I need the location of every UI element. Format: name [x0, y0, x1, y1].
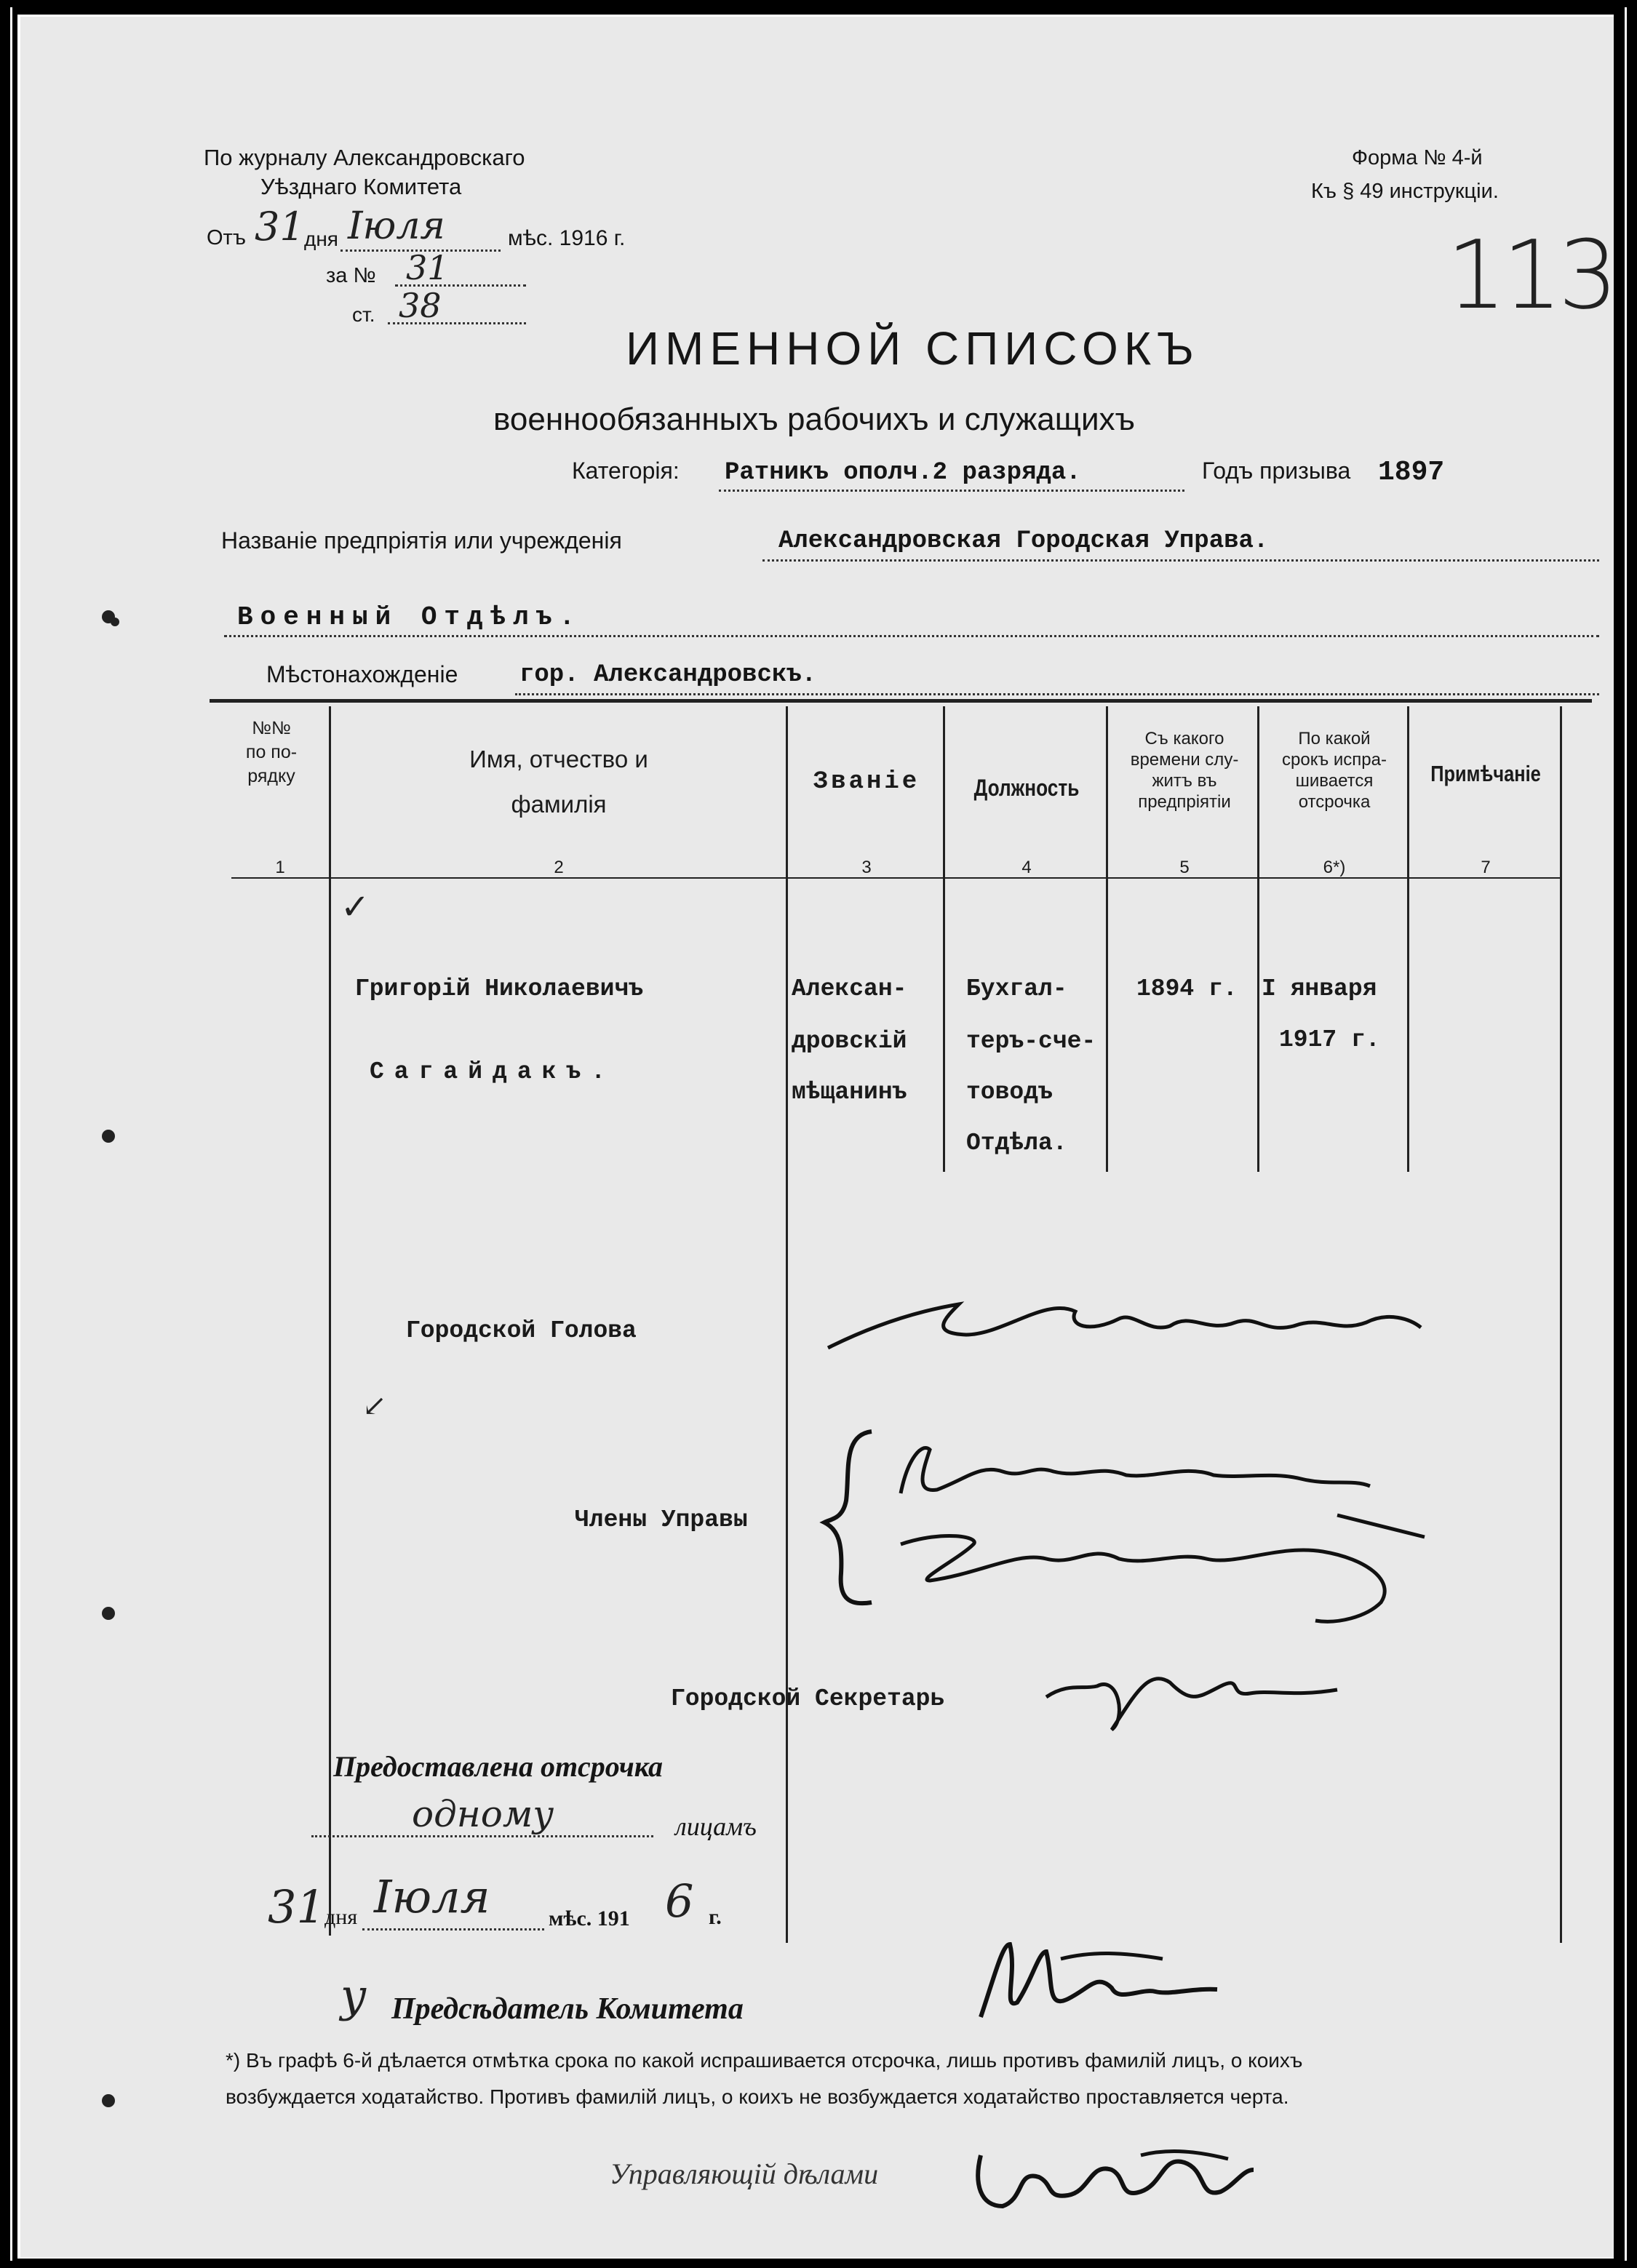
row-rank-line2: дровскій — [792, 1028, 907, 1055]
member-signature-2 — [872, 1501, 1432, 1632]
header-col1-l1: №№ — [252, 718, 291, 738]
header-col1-l2: по по- — [245, 742, 298, 762]
members-brace — [821, 1428, 879, 1610]
table-top-border — [210, 699, 1592, 703]
journal-date-suffix: мѣс. 1916 г. — [508, 226, 626, 250]
art-dotted-line — [388, 322, 526, 324]
table-header-border — [231, 877, 1560, 879]
header-col2-l1: Имя, отчество и — [469, 746, 648, 772]
document-subtitle: военнообязанныхъ рабочихъ и служащихъ — [493, 402, 1136, 437]
deferral-month-value: Іюля — [374, 1870, 490, 1923]
footnote-line1: *) Въ графѣ 6-й дѣлается отмѣтка срока по какой испрашивается отсрочка, лишь противъ фамилій лицъ, о коихъ — [226, 2049, 1303, 2072]
row-rank-line1: Алексан- — [792, 975, 907, 1002]
table-col-border — [943, 706, 945, 1172]
header-col2 — [333, 737, 784, 827]
deferral-month-label: мѣс. 191 — [549, 1906, 630, 1930]
header-col3 — [790, 770, 943, 794]
journal-num-label: за № — [326, 264, 376, 287]
row-pos-line1: Бухгал- — [966, 975, 1067, 1002]
deferral-day-label: дня — [324, 1905, 358, 1929]
deferral-day-value: 31 — [268, 1880, 325, 1933]
deferral-year-suffix: г. — [709, 1905, 722, 1929]
journal-art-value: 38 — [399, 286, 442, 325]
footnote-line2: возбуждается ходатайство. Противъ фамилій лицъ, о коихъ не возбуждается ходатайство проставляется черта. — [226, 2085, 1289, 2108]
journal-date-month: Іюля — [348, 204, 445, 248]
check-mark: ✓ — [340, 887, 370, 927]
header-col1-l3: рядку — [247, 766, 295, 786]
category-year-label: Годъ призыва — [1202, 458, 1351, 484]
deferral-persons-value: одному — [412, 1793, 554, 1835]
row-name-line2: Сагайдакъ. — [370, 1058, 616, 1085]
header-col3-l1: Званіе — [813, 768, 920, 796]
scan-frame-right — [1625, 7, 1627, 2261]
journal-date-prefix: Отъ — [207, 226, 246, 249]
header-col5-l3: житъ въ — [1152, 771, 1217, 791]
table-col-border — [329, 706, 331, 1936]
table-col-border — [786, 706, 788, 1943]
margin-tick: ↙ — [362, 1389, 387, 1423]
header-num-1: 1 — [275, 858, 285, 877]
header-col6-l1: По какой — [1298, 729, 1371, 748]
form-line2: Къ § 49 инструкціи. — [1311, 180, 1499, 203]
persons-dotted-line — [311, 1835, 653, 1837]
punch-hole — [111, 618, 119, 626]
row-pos-line2: теръ-сче- — [966, 1028, 1096, 1055]
document-page — [17, 15, 1614, 2259]
header-col7-l1: Примѣчаніе — [1430, 761, 1541, 786]
mayor-label: Городской Голова — [406, 1317, 637, 1344]
form-line1: Форма № 4-й — [1352, 146, 1483, 169]
table-col-border — [1106, 706, 1108, 1172]
journal-art-label: ст. — [352, 303, 375, 326]
deferral-line1: Предоставлена отсрочка — [333, 1750, 664, 1783]
enterprise-value: Александровская Городская Управа. — [778, 527, 1269, 555]
deferral-persons-suffix: лицамъ — [675, 1812, 757, 1841]
row-deferral-line2: 1917 г. — [1279, 1026, 1380, 1053]
header-col2-l2: фамилія — [511, 791, 607, 818]
row-since: 1894 г. — [1136, 975, 1238, 1002]
header-col7 — [1425, 762, 1546, 786]
journal-date-mid: дня — [304, 228, 338, 250]
location-label: Мѣстонахожденіе — [266, 661, 458, 687]
punch-hole — [102, 2094, 115, 2107]
journal-line2: Уѣзднаго Комитета — [260, 174, 462, 199]
manager-signature — [966, 2126, 1257, 2221]
row-name-line1: Григорій Николаевичъ — [355, 975, 644, 1002]
header-col4-l1: Должность — [973, 775, 1080, 801]
category-label: Категорія: — [572, 458, 680, 484]
enterprise-dotted-line — [762, 559, 1599, 562]
category-dotted-line — [719, 490, 1184, 492]
manager-label: Управляющій дѣлами — [610, 2157, 879, 2190]
secretary-signature — [1039, 1653, 1345, 1733]
chairman-mark: у — [340, 1969, 367, 2022]
location-value: гор. Александровскъ. — [519, 661, 817, 689]
header-col1 — [217, 716, 326, 788]
row-pos-line4: Отдѣла. — [966, 1130, 1067, 1157]
deferral-year-digit: 6 — [665, 1874, 694, 1928]
header-num-5: 5 — [1179, 858, 1190, 877]
punch-hole — [102, 1607, 115, 1620]
row-rank-line3: мѣщанинъ — [792, 1079, 907, 1106]
journal-line1: По журналу Александровскаго — [204, 145, 525, 170]
row-pos-line3: товодъ — [966, 1079, 1053, 1106]
header-col5-l4: предпріятіи — [1138, 792, 1231, 812]
category-value: Ратникъ ополч.2 разряда. — [725, 459, 1081, 487]
header-num-3: 3 — [861, 858, 872, 877]
document-title: ИМЕННОЙ СПИСОКЪ — [626, 322, 1200, 375]
header-col5-l2: времени слу- — [1130, 750, 1239, 770]
header-col6-l4: отсрочка — [1298, 792, 1371, 812]
header-col5-l1: Съ какого — [1144, 729, 1224, 748]
table-col-border — [1407, 706, 1409, 1172]
enterprise-value2: Военный Отдѣлъ. — [237, 602, 583, 632]
chairman-label: Предсѣдатель Комитета — [391, 1992, 744, 2026]
header-num-2: 2 — [554, 858, 564, 877]
header-num-4: 4 — [1021, 858, 1032, 877]
archive-number: 113 — [1446, 220, 1614, 330]
category-year-value: 1897 — [1378, 457, 1445, 488]
location-dotted-line — [515, 693, 1599, 695]
header-num-7: 7 — [1481, 858, 1491, 877]
members-label: Члены Управы — [575, 1506, 748, 1533]
enterprise2-dotted-line — [224, 635, 1599, 637]
header-col6 — [1262, 728, 1407, 812]
table-col-border — [1257, 706, 1259, 1172]
secretary-label: Городской Секретарь — [671, 1685, 945, 1712]
header-col6-l2: срокъ испра- — [1282, 750, 1387, 770]
punch-hole — [102, 1130, 115, 1143]
header-num-6: 6*) — [1323, 858, 1346, 877]
mayor-signature — [828, 1282, 1425, 1362]
row-deferral-line1: І января — [1262, 975, 1377, 1002]
scan-frame-left — [10, 7, 12, 2261]
journal-num-value: 31 — [406, 248, 449, 287]
table-col-border — [1560, 706, 1562, 1943]
enterprise-label: Названіе предпріятія или учрежденія — [221, 527, 622, 554]
header-col5 — [1112, 728, 1257, 812]
header-col4 — [962, 776, 1092, 800]
journal-date-day: 31 — [255, 204, 305, 249]
header-col6-l3: шивается — [1295, 771, 1374, 791]
month-dotted-line — [362, 1928, 544, 1930]
chairman-signature — [973, 1930, 1221, 2032]
